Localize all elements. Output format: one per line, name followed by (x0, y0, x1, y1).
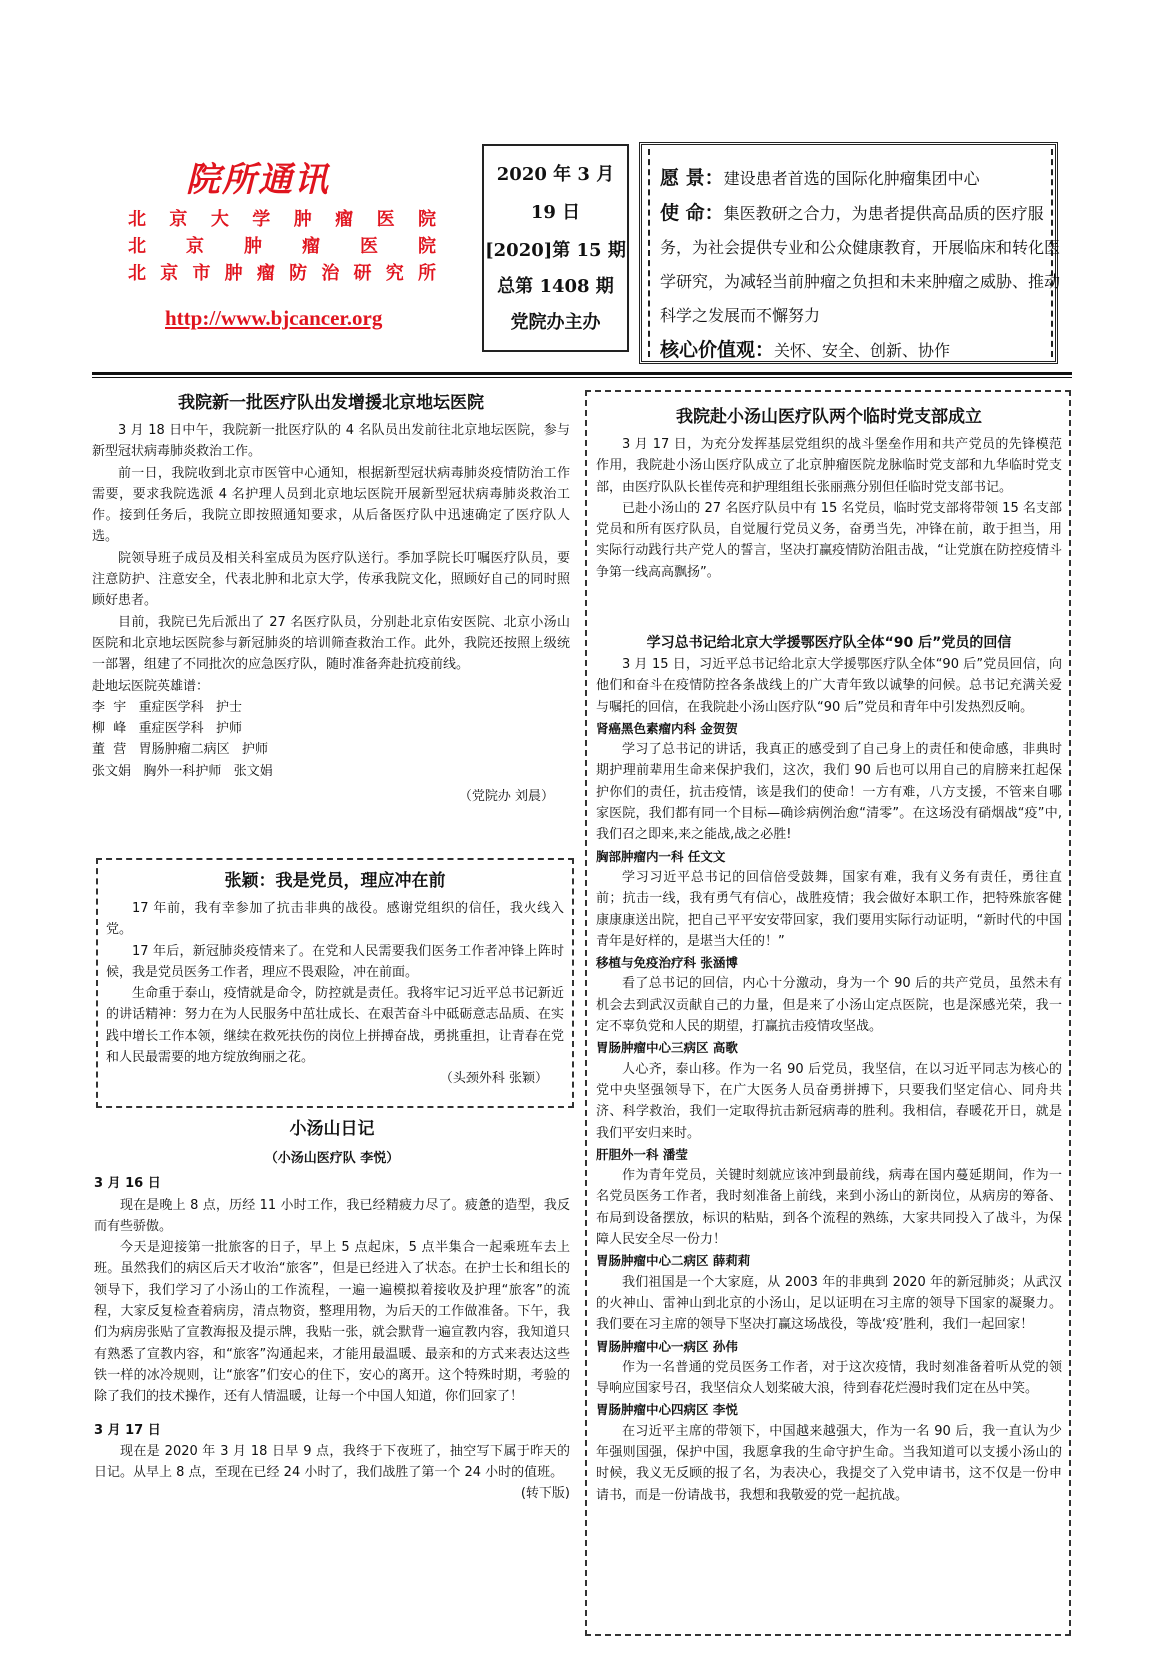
speaker-name: 胸部肿瘤内一科 任文文 (596, 848, 726, 864)
article-signature: （党院办 刘晨） (458, 789, 554, 805)
article-zhangying (106, 868, 564, 1090)
article-title: 张颖：我是党员，理应冲在前 (224, 871, 446, 891)
paragraph: 3 月 18 日中午，我院新一批医疗队的 4 名队员出发前往北京地坛医院，参与新型冠状病毒肺炎救治工作。 (92, 423, 570, 460)
paragraph: 3 月 17 日，为充分发挥基层党组织的战斗堡垒作用和共产党员的先锋模范作用，我院赴小汤山医疗队成立了北京肿瘤医院龙脉临时党支部和九华临时党支部，由医疗队队长崔传亮和护理组组长张丽燕分别但任临时党支部书记。 (596, 437, 1062, 495)
issue-day: 19 日 (530, 202, 581, 223)
issue-total: 总第 1408 期 (497, 276, 614, 297)
masthead-divider (92, 372, 1072, 375)
article-90s-letter (596, 632, 1062, 1506)
article-title: 我院赴小汤山医疗队两个临时党支部成立 (676, 407, 982, 427)
speaker-name: 胃肠肿瘤中心四病区 李悦 (596, 1402, 738, 1418)
roster-title: 赴地坛医院英雄谱： (92, 678, 210, 694)
roster-item: 张文娟 胸外一科护师 张文娟 (92, 763, 273, 779)
hospital-name: 北京市肿瘤防治研究所 (128, 263, 436, 284)
speaker-name: 肝胆外一科 潘莹 (596, 1146, 688, 1162)
paragraph: 我们祖国是一个大家庭，从 2003 年的非典到 2020 年的新冠肺炎；从武汉的火神山、雷神山到北京的小汤山，足以证明在习主席的领导下国家的凝聚力。我们要在习主席的领导下坚决打赢这场战役，等战‘疫’胜利，我们一起回家！ (596, 1274, 1062, 1333)
issue-info-box (482, 144, 629, 352)
diary-date: 3 月 17 日 (94, 1422, 161, 1438)
paragraph: 17 年前，我有幸参加了抗击非典的战役。感谢党组织的信任，我火线入党。 (106, 901, 564, 938)
speaker-name: 胃肠肿瘤中心三病区 高歌 (596, 1040, 738, 1056)
vision-text (660, 161, 1060, 368)
roster-item: 柳 峰 重症医学科 护师 (92, 721, 243, 737)
article-title: 小汤山日记 (289, 1119, 375, 1139)
values-label: 核心价值观： (660, 339, 775, 361)
paragraph: 3 月 15 日，习近平总书记给北京大学援鄂医疗队全体“90 后”党员回信，向他们和奋斗在疫情防控各条战线上的广大青年致以诚挚的问候。总书记充满关爱与嘱托的回信，在我院赴小汤山医疗队“90 后”党员和青年中引发热烈反响。 (596, 657, 1062, 715)
paragraph: 院领导班子成员及相关科室成员为医疗队送行。季加孚院长叮嘱医疗队员，要注意防护、注意安全，代表北肿和北京大学，传承我院文化，照顾好自己的同时照顾好患者。 (92, 550, 570, 609)
paragraph: 作为一名普通的党员医务工作者，对于这次疫情，我时刻准备着听从党的领导响应国家号召，我坚信众人划桨破大浪，待到春花烂漫时我们定在丛中笑。 (596, 1359, 1062, 1397)
speaker-name: 肾癌黑色素瘤内科 金贺贺 (596, 720, 738, 736)
paragraph: 看了总书记的回信，内心十分激动，身为一个 90 后的共产党员，虽然未有机会去到武汉贡献自己的力量，但是来了小汤山定点医院，也是深感光荣，我一定不辜负党和人民的期望，打赢抗击疫情攻坚战。 (596, 976, 1062, 1035)
mission-label: 使 命： (660, 202, 724, 224)
vision-mission-box (639, 142, 1061, 364)
masthead-title: 院所通讯 (186, 160, 330, 200)
paragraph: 现在是 2020 年 3 月 18 日早 9 点，我终于下夜班了，抽空写下属于昨天的日记。从早上 8 点，至现在已经 24 小时了，我们战胜了第一个 24 小时的值班。 (94, 1443, 570, 1481)
vision-value: 建设患者首选的国际化肿瘤集团中心 (723, 169, 980, 188)
roster-item: 董 营 胃肠肿瘤二病区 护师 (92, 742, 269, 758)
paragraph: 现在是晚上 8 点，历经 11 小时工作，我已经精疲力尽了。疲惫的造型，我反而有些骄傲。 (94, 1197, 570, 1234)
diary-date: 3 月 16 日 (94, 1176, 161, 1192)
hospital-names (128, 206, 436, 287)
article-ditan (92, 390, 570, 807)
mission-value: 集医教研之合力，为患者提供高品质的医疗服务，为社会提供专业和公众健康教育，开展临床和转化医学研究，为减轻当前肿瘤之负担和未来肿瘤之威胁、推动科学之发展而不懈努力 (660, 204, 1061, 325)
paragraph: 今天是迎接第一批旅客的日子，早上 5 点起床，5 点半集合一起乘班车去上班。虽然我们的病区后天才收治“旅客”，但是已经进入了状态。在护士长和组长的领导下，我们学习了小汤山的工作流程，一遍一遍模拟着接收及护理“旅客”的流程，大家反复检查着病房，清点物资，整理用物，为后天的工作做准备。下午，我们为病房张贴了宣教海报及提示牌，我贴一张，就会默背一遍宣教内容，我知道只有熟悉了宣教内容，和“旅客”沟通起来，才能用最温暖、最亲和的方式来表达这些铁一样的冰冷规则，让“旅客”们安心的住下，安心的离开。这个特殊时期，考验的除了我们的技术操作，还有人情温暖，让每一个中国人知道，你们回家了！ (94, 1240, 570, 1405)
issue-date: 2020 年 3 月 (496, 164, 615, 185)
website-link[interactable]: http://www.bjcancer.org (165, 306, 383, 330)
speaker-name: 胃肠肿瘤中心二病区 薛莉莉 (596, 1253, 751, 1269)
roster-item: 李 宇 重症医学科 护士 (92, 699, 243, 715)
paragraph: 前一日，我院收到北京市医管中心通知，根据新型冠状病毒肺炎疫情防治工作需要，要求我院选派 4 名护理人员到北京地坛医院开展新型冠状病毒肺炎救治工作。接到任务后，我院立即按照通知要求，从后备医疗队中迅速确定了医疗队人选。 (92, 465, 570, 545)
hospital-name: 北京大学肿瘤医院 (128, 209, 436, 230)
issue-number: [2020]第 15 期 (485, 240, 626, 261)
continued-note: (转下版) (520, 1486, 570, 1502)
hero-roster (92, 676, 570, 782)
values-value: 关怀、安全、创新、协作 (774, 341, 951, 360)
article-byline: （小汤山医疗队 李悦） (264, 1151, 400, 1166)
masthead-divider-thin (92, 377, 1072, 378)
speaker-name: 移植与免疫治疗科 张涵博 (596, 955, 738, 971)
paragraph: 学习习近平总书记的回信倍受鼓舞，国家有难，我有义务有责任，勇往直前；抗击一线，我有勇气有信心，战胜疫情；我会做好本职工作，把特殊旅客健康康康送出院，把自己平平安安带回家，我们要用实际行动证明，“新时代的中国青年是好样的，是堪当大任的！” (596, 869, 1062, 949)
article-signature: （头颈外科 张颖） (439, 1071, 548, 1087)
speaker-name: 胃肠肿瘤中心一病区 孙伟 (596, 1338, 738, 1354)
paragraph: 在习近平主席的带领下，中国越来越强大，作为一名 90 后，我一直认为少年强则国强，保护中国，我愿拿我的生命守护生命。当我知道可以支援小汤山的时候，我义无反顾的报了名，为表决心，我提交了入党申请书，这不仅是一份申请书，而是一份请战书，我想和我敬爱的党一起抗战。 (596, 1423, 1062, 1503)
vision-label: 愿 景： (660, 167, 724, 189)
article-title: 学习总书记给北京大学援鄂医疗队全体“90 后”党员的回信 (646, 635, 1012, 651)
hospital-name: 北京肿瘤医院 (128, 236, 436, 257)
issue-publisher: 党院办主办 (510, 312, 601, 333)
paragraph: 17 年后，新冠肺炎疫情来了。在党和人民需要我们医务工作者冲锋上阵时候，我是党员医务工作者，理应不畏艰险，冲在前面。 (106, 943, 564, 980)
paragraph: 生命重于泰山，疫情就是命令，防控就是责任。我将牢记习近平总书记新近的讲话精神：努力在为人民服务中茁壮成长、在艰苦奋斗中砥砺意志品质、在实践中增长工作本领，继续在救死扶伤的岗位上拼搏奋战，勇挑重担，让青春在党和人民最需要的地方绽放绚丽之花。 (106, 986, 564, 1066)
article-title: 我院新一批医疗队出发增援北京地坛医院 (178, 393, 484, 413)
paragraph: 目前，我院已先后派出了 27 名医疗队员，分别赴北京佑安医院、北京小汤山医院和北京地坛医院参与新冠肺炎的培训筛查救治工作。此外，我院还按照上级统一部署，组建了不同批次的应急医疗队，随时准备奔赴抗疫前线。 (92, 614, 570, 673)
article-party-branch (596, 404, 1062, 583)
article-diary (94, 1116, 570, 1505)
paragraph: 人心齐，泰山移。作为一名 90 后党员，我坚信，在以习近平同志为核心的党中央坚强领导下，在广大医务人员奋勇拼搏下，只要我们坚定信心、同舟共济、科学救治，我们一定取得抗击新冠病毒的胜利。我相信，春暖花开日，就是我们平安归来时。 (596, 1061, 1062, 1141)
paragraph: 作为青年党员，关键时刻就应该冲到最前线，病毒在国内蔓延期间，作为一名党员医务工作者，我时刻准备上前线，来到小汤山的新岗位，从病房的筹备、布局到设备摆放，标识的粘贴，到各个流程的熟练，大家共同投入了战斗，为保障人民安全尽一份力！ (596, 1168, 1062, 1248)
paragraph: 学习了总书记的讲话，我真正的感受到了自己身上的责任和使命感，非典时期护理前辈用生命来保护我们，这次，我们 90 后也可以用自己的肩膀来扛起保护你们的责任，抗击疫情，该是我们的使命！一方有难，八方支援，不管来自哪家医院，我们都有同一个目标—确诊病例治愈“清零”。在这场没有硝烟战“疫”中,我们召之即来,来之能战,战之必胜! (596, 742, 1062, 843)
paragraph: 已赴小汤山的 27 名医疗队员中有 15 名党员，临时党支部将带领 15 名支部党员和所有医疗队员，自觉履行党员义务，奋勇当先，冲锋在前，敢于担当，用实际行动践行共产党人的誓言，坚决打赢疫情防治阻击战，“让党旗在防控疫情斗争第一线高高飘扬”。 (596, 500, 1062, 580)
